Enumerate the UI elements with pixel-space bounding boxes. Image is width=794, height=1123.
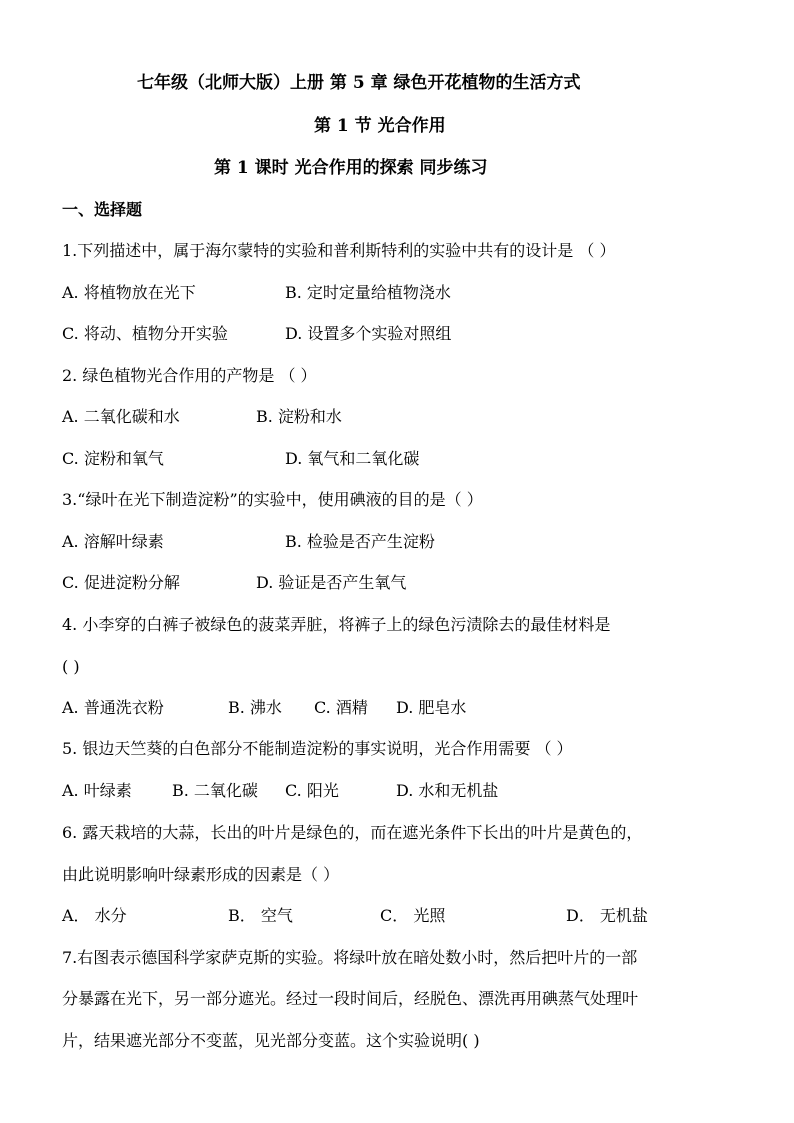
option-b: B. 淀粉和水 bbox=[256, 407, 342, 426]
question-stem: 5. 银边天竺葵的白色部分不能制造淀粉的事实说明，光合作用需要 （ ） bbox=[62, 739, 573, 758]
option-a: A. 二氧化碳和水 bbox=[62, 407, 180, 426]
question-stem: 2. 绿色植物光合作用的产物是 （ ） bbox=[62, 366, 317, 385]
section-subtitle: 第 1 节 光合作用 bbox=[314, 116, 446, 136]
option-a: A. 叶绿素 bbox=[62, 781, 132, 800]
option-c: C. 阳光 bbox=[285, 781, 339, 800]
option-d: D． 无机盐 bbox=[566, 906, 648, 925]
option-c: C. 将动、植物分开实验 bbox=[62, 324, 228, 343]
option-d: D. 氧气和二氧化碳 bbox=[285, 449, 420, 468]
lesson-subtitle: 第 1 课时 光合作用的探索 同步练习 bbox=[214, 158, 488, 178]
option-a: A. 普通洗衣粉 bbox=[62, 698, 164, 717]
option-b: B. 沸水 bbox=[228, 698, 282, 717]
option-c: C. 促进淀粉分解 bbox=[62, 573, 180, 592]
option-d: D. 肥皂水 bbox=[396, 698, 467, 717]
section-heading: 一、选择题 bbox=[62, 200, 143, 219]
question-stem: 3.“绿叶在光下制造淀粉”的实验中，使用碘液的目的是（ ） bbox=[62, 490, 483, 509]
option-a: A. 将植物放在光下 bbox=[62, 283, 196, 302]
question-stem-cont: ( ) bbox=[62, 657, 80, 676]
question-stem: 6. 露天栽培的大蒜，长出的叶片是绿色的，而在遮光条件下长出的叶片是黄色的， bbox=[62, 823, 643, 842]
option-a: A. 溶解叶绿素 bbox=[62, 532, 164, 551]
option-d: D. 水和无机盐 bbox=[396, 781, 499, 800]
option-c: C． 光照 bbox=[380, 906, 446, 925]
question-stem-cont: 分暴露在光下，另一部分遮光。经过一段时间后，经脱色、漂洗再用碘蒸气处理叶 bbox=[62, 989, 639, 1008]
option-b: B． 空气 bbox=[228, 906, 293, 925]
option-b: B. 检验是否产生淀粉 bbox=[285, 532, 435, 551]
question-stem: 7.右图表示德国科学家萨克斯的实验。将绿叶放在暗处数小时，然后把叶片的一部 bbox=[62, 948, 638, 967]
page-title: 七年级（北师大版）上册 第 5 章 绿色开花植物的生活方式 bbox=[137, 73, 581, 93]
option-d: D. 验证是否产生氧气 bbox=[256, 573, 407, 592]
option-c: C. 淀粉和氧气 bbox=[62, 449, 164, 468]
option-b: B. 二氧化碳 bbox=[172, 781, 258, 800]
question-stem: 1.下列描述中，属于海尔蒙特的实验和普利斯特利的实验中共有的设计是 （ ） bbox=[62, 241, 616, 260]
option-a: A． 水分 bbox=[62, 906, 127, 925]
option-d: D. 设置多个实验对照组 bbox=[285, 324, 452, 343]
option-c: C. 酒精 bbox=[314, 698, 368, 717]
option-b: B. 定时定量给植物浇水 bbox=[285, 283, 451, 302]
question-stem-cont: 片，结果遮光部分不变蓝，见光部分变蓝。这个实验说明( ) bbox=[62, 1031, 480, 1050]
question-stem-cont: 由此说明影响叶绿素形成的因素是（ ） bbox=[62, 865, 340, 884]
question-stem: 4. 小李穿的白裤子被绿色的菠菜弄脏，将裤子上的绿色污渍除去的最佳材料是 bbox=[62, 615, 611, 634]
